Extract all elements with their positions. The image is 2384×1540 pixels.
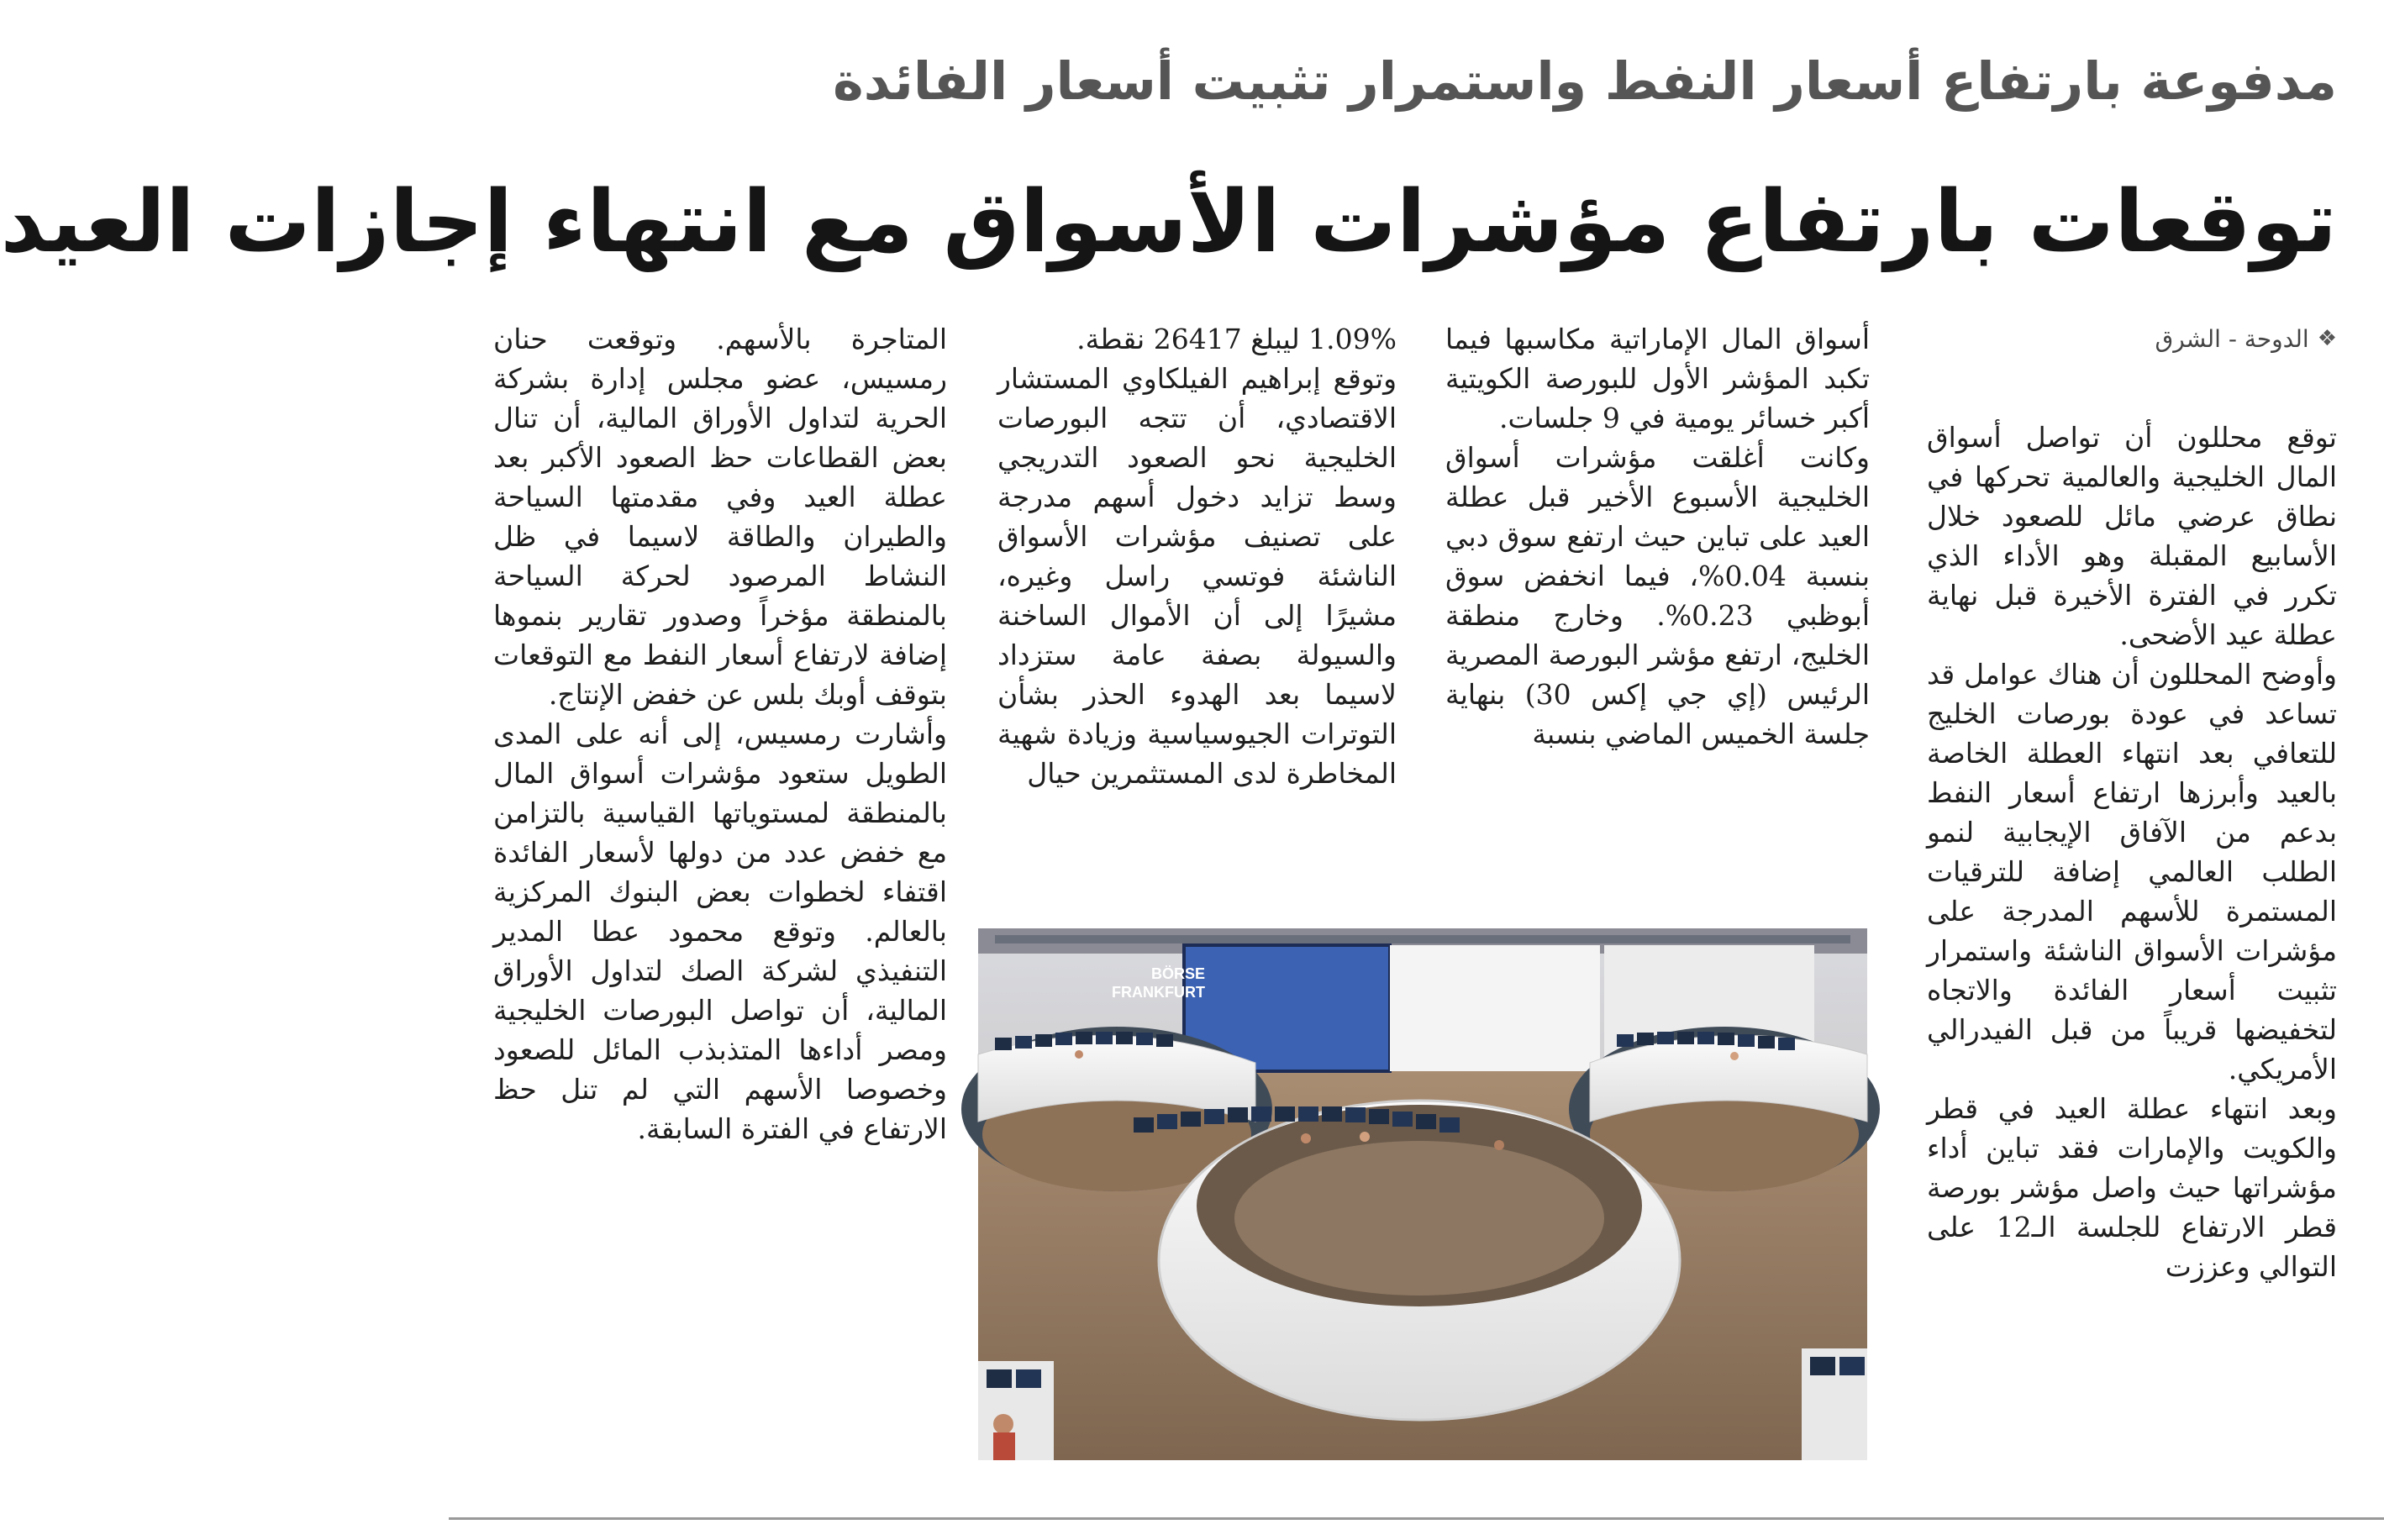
paragraph: توقع محللون أن تواصل أسواق المال الخليجية والعالمية تحركها في نطاق عرضي مائل للصعود خلال الأسابيع المقبلة وهو الأداء الذي تكرر في الفترة الأخيرة قبل نهاية عطلة عيد الأضحى.	[1927, 421, 2337, 651]
paragraph: وأوضح المحللون أن هناك عوامل قد تساعد في عودة بورصات الخليج للتعافي بعد انتهاء العطلة الخاصة بالعيد وأبرزها ارتفاع أسعار النفط بدعم من الآفاق الإيجابية لنمو الطلب العالمي إضافة للترقيات المستمرة للأسهم المدرجة على مؤشرات الأسواق الناشئة واستمرار تثبيت أسعار الفائدة والاتجاه لتخفيضها قريباً من قبل الفيدرالي الأمريكي.	[1927, 658, 2337, 1085]
article-column-1	[1927, 319, 2337, 1462]
screen-text-frankfurt: FRANKFURT	[1112, 984, 1205, 1001]
diamond-bullet-icon: ❖	[2317, 326, 2337, 351]
paragraph: 1.09% ليبلغ 26417 نقطة.	[1076, 323, 1397, 355]
article-column-3	[997, 319, 1397, 916]
paragraph: المتاجرة بالأسهم. وتوقعت حنان رمسيس، عضو مجلس إدارة بشركة الحرية لتداول الأوراق المالية، أن تنال بعض القطاعات حظ الصعود الأكبر بعد عطلة العيد وفي مقدمتها السياحة والطيران والطاقة لاسيما في ظل النشاط المرصود لحركة السياحة بالمنطقة مؤخراً وصدور تقارير بنموها إضافة لارتفاع أسعار النفط مع التوقعات بتوقف أوبك بلس عن خفض الإنتاج.	[493, 323, 947, 711]
article-kicker: مدفوعة بارتفاع أسعار النفط واستمرار تثبيت أسعار الفائدة	[833, 50, 2337, 112]
paragraph: أسواق المال الإماراتية مكاسبها فيما تكبد المؤشر الأول للبورصة الكويتية أكبر خسائر يومية في 9 جلسات.	[1445, 323, 1870, 434]
article-column-4	[493, 319, 947, 1462]
dateline	[1927, 319, 2337, 359]
paragraph: وبعد انتهاء عطلة العيد في قطر والكويت والإمارات فقد تباين أداء مؤشراتها حيث واصل مؤشر بورصة قطر الارتفاع للجلسة الـ12 على التوالي وعززت	[1927, 1092, 2337, 1283]
paragraph: وتوقع إبراهيم الفيلكاوي المستشار الاقتصادي، أن تتجه البورصات الخليجية نحو الصعود التدريجي وسط تزايد دخول أسهم مدرجة على تصنيف مؤشرات الأسواق الناشئة فوتسي راسل وغيره، مشيرًا إلى أن الأموال الساخنة والسيولة بصفة عامة ستزداد لاسيما بعد الهدوء الحذر بشأن التوترات الجيوسياسية وزيادة شهية المخاطرة لدى المستثمرين حيال	[997, 362, 1397, 790]
paragraph: وكانت أغلقت مؤشرات أسواق الخليجية الأسبوع الأخير قبل عطلة العيد على تباين حيث ارتفع سوق دبي بنسبة 0.04%، فيما انخفض سوق أبوظبي 0.23%. وخارج منطقة الخليج، ارتفع مؤشر البورصة المصرية الرئيس (إي جي إكس 30) بنهاية جلسة الخميس الماضي بنسبة	[1445, 441, 1870, 750]
stock-exchange-trading-floor-photo	[978, 928, 1867, 1460]
article-column-2	[1445, 319, 1870, 916]
bottom-divider	[449, 1517, 2384, 1520]
dateline-text: الدوحة - الشرق	[2155, 325, 2309, 353]
screen-text-borse: BÖRSE	[1150, 965, 1205, 982]
paragraph: وأشارت رمسيس، إلى أنه على المدى الطويل ستعود مؤشرات أسواق المال بالمنطقة لمستوياتها القياسية بالتزامن مع خفض عدد من دولها لأسعار الفائدة اقتفاء لخطوات بعض البنوك المركزية بالعالم. وتوقع محمود عطا المدير التنفيذي لشركة الصك لتداول الأوراق المالية، أن تواصل البورصات الخليجية ومصر أداءها المتذبذب المائل للصعود وخصوصا الأسهم التي لم تنل حظ الارتفاع في الفترة السابقة.	[493, 717, 947, 1145]
article-headline: توقعات بارتفاع مؤشرات الأسواق مع انتهاء إجازات العيد	[0, 172, 2337, 272]
